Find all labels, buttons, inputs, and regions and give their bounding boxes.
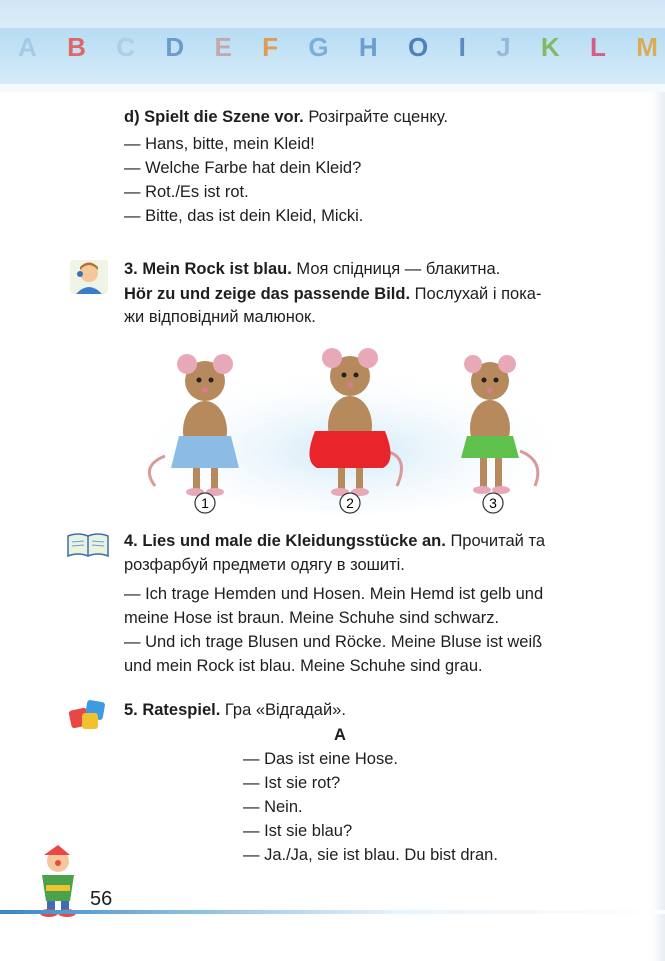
dialog-line: — Ja./Ja, sie ist blau. Du bist dran. xyxy=(243,846,498,864)
dialog-line: — Welche Farbe hat dein Kleid? xyxy=(124,159,362,177)
skirt-1 xyxy=(171,436,239,468)
picture-number: 2 xyxy=(346,495,354,511)
header-banner xyxy=(0,0,665,92)
dialog-line: — Ist sie rot? xyxy=(243,774,341,792)
letter: J xyxy=(496,32,511,62)
picture-number: 3 xyxy=(489,495,497,511)
letter: A xyxy=(18,32,37,62)
text-line: meine Hose ist braun. Meine Schuhe sind schwarz. xyxy=(124,609,500,627)
instruction-german: Hör zu und zeige das passende Bild. xyxy=(124,285,411,303)
exercise4-title xyxy=(124,530,545,552)
letter: F xyxy=(262,32,278,62)
skirt-2 xyxy=(309,431,390,468)
listening-boy-icon xyxy=(68,258,110,296)
title-ukrainian: Гра «Відгадай». xyxy=(224,701,346,719)
title-german: 4. Lies und male die Kleidungsstücke an. xyxy=(124,532,446,550)
dialog-line: — Rot./Es ist rot. xyxy=(124,183,249,201)
footer-line xyxy=(0,910,665,914)
dialog-line: — Bitte, das ist dein Kleid, Micki. xyxy=(124,207,364,225)
dialog-line: — Nein. xyxy=(243,798,303,816)
mice-illustration xyxy=(135,336,565,521)
heading-ukrainian: Розіграйте сценку. xyxy=(308,108,448,126)
dialog-line: — Hans, bitte, mein Kleid! xyxy=(124,135,315,153)
dialog-line: — Ist sie blau? xyxy=(243,822,353,840)
letter: G xyxy=(308,32,329,62)
letter: C xyxy=(116,32,135,62)
exercise4-title-cont: розфарбуй предмети одягу в зошиті. xyxy=(124,556,405,574)
section-d-heading xyxy=(124,106,448,128)
letter: K xyxy=(540,32,560,62)
page-edge-shadow xyxy=(651,92,665,961)
skirt-3 xyxy=(461,436,519,458)
text-line: und mein Rock ist blau. Meine Schuhe sind grau. xyxy=(124,657,483,675)
title-ukrainian: Моя спідниця — блакитна. xyxy=(296,260,501,278)
letter: B xyxy=(67,32,86,62)
letter: M xyxy=(636,32,658,62)
dice-icon xyxy=(68,697,108,731)
text-line: — Ich trage Hemden und Hosen. Mein Hemd ist gelb und xyxy=(124,585,544,603)
page-number: 56 xyxy=(90,888,113,910)
exercise5-title xyxy=(124,699,346,721)
letter: I xyxy=(458,32,466,62)
book-icon xyxy=(66,532,110,558)
clown-mascot-icon xyxy=(30,845,88,917)
text-line: — Und ich trage Blusen und Röcke. Meine Bluse ist weiß xyxy=(124,633,543,651)
exercise3-title xyxy=(124,258,500,280)
instruction-ukrainian: Послухай і пока- xyxy=(414,285,542,303)
alphabet-letters xyxy=(18,32,658,63)
exercise3-instruction-cont: жи відповідний малюнок. xyxy=(124,308,316,326)
letter: O xyxy=(408,32,429,62)
title-german: 3. Mein Rock ist blau. xyxy=(124,260,292,278)
letter: H xyxy=(358,32,378,62)
picture-number: 1 xyxy=(201,495,209,511)
letter: E xyxy=(214,32,232,62)
title-ukrainian: Прочитай та xyxy=(450,532,545,550)
dialog-line: — Das ist eine Hose. xyxy=(243,750,398,768)
title-german: 5. Ratespiel. xyxy=(124,701,221,719)
letter: D xyxy=(165,32,185,62)
letter: L xyxy=(590,32,606,62)
heading-german: d) Spielt die Szene vor. xyxy=(124,108,304,126)
exercise3-instruction xyxy=(124,283,541,305)
dialog-label: A xyxy=(334,726,346,744)
